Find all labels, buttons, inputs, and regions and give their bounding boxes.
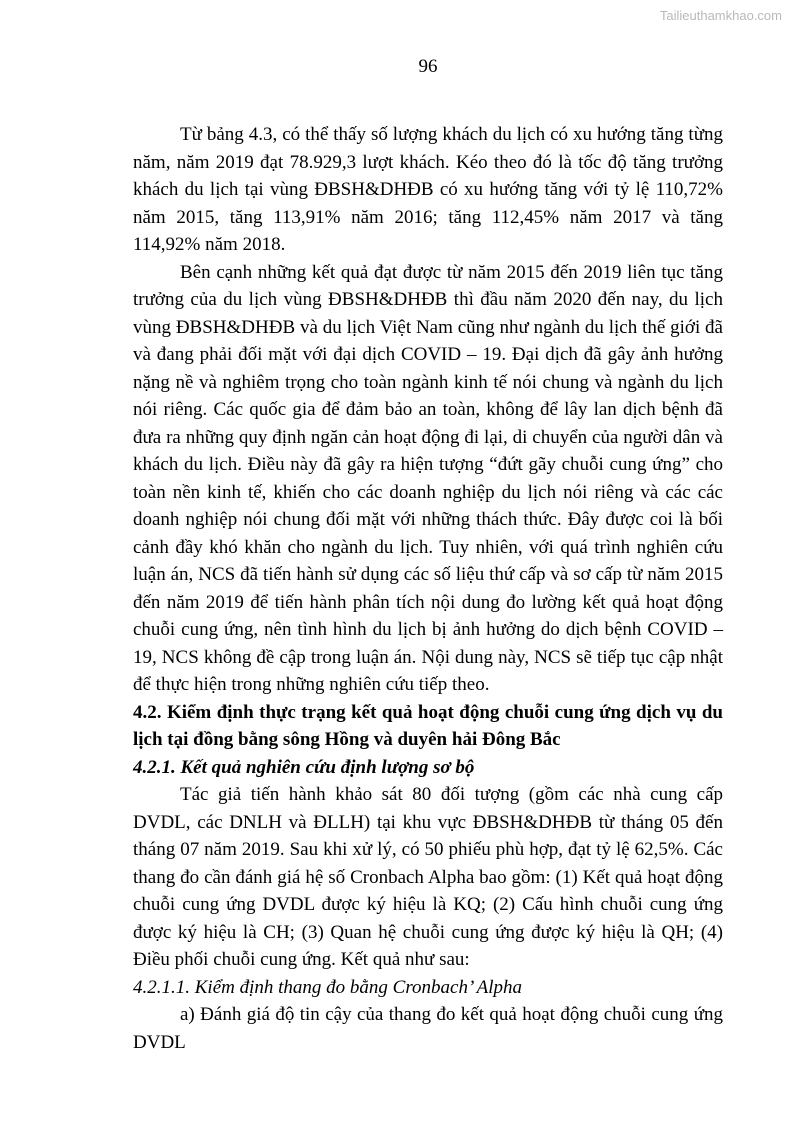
paragraph-survey: Tác giả tiến hành khảo sát 80 đối tượng (gồm các nhà cung cấp DVDL, các DNLH và ĐLLH) tại khu vực ĐBSH&DHĐB từ tháng 05 đến tháng 07 năm 2019. Sau khi xử lý, có 50 phiếu phù hợp, đạt tỷ lệ 62,5%. Các thang đo cần đánh giá hệ số Cronbach Alpha bao gồm: (1) Kết quả hoạt động chuỗi cung ứng DVDL được ký hiệu là KQ; (2) Cấu hình chuỗi cung ứng được ký hiệu là CH; (3) Quan hệ chuỗi cung ứng được ký hiệu là QH; (4) Điều phối chuỗi cung ứng. Kết quả như sau:	[133, 784, 723, 970]
paragraph-covid-context: Bên cạnh những kết quả đạt được từ năm 2015 đến 2019 liên tục tăng trưởng của du lịch vùng ĐBSH&DHĐB thì đầu năm 2020 đến nay, du lịch vùng ĐBSH&DHĐB và du lịch Việt Nam cũng như ngành du lịch thế giới đã và đang phải đối mặt với đại dịch COVID – 19. Đại dịch đã gây ảnh hưởng nặng nề và nghiêm trọng cho toàn ngành kinh tế nói chung và ngành du lịch nói riêng. Các quốc gia để đảm bảo an toàn, không để lây lan dịch bệnh đã đưa ra những quy định ngăn cản hoạt động đi lại, di chuyển của người dân và khách du lịch. Điều này đã gây ra hiện tượng “đứt gãy chuỗi cung ứng” cho toàn nền kinh tế, khiến cho các doanh nghiệp du lịch nói riêng và các các doanh nghiệp nói chung đối mặt với những thách thức. Đây được coi là bối cảnh đầy khó khăn cho ngành du lịch. Tuy nhiên, với quá trình nghiên cứu luận án, NCS đã tiến hành sử dụng các số liệu thứ cấp và sơ cấp từ năm 2015 đến năm 2019 để tiến hành phân tích nội dung đo lường kết quả hoạt động chuỗi cung ứng, nên tình hình du lịch bị ảnh hưởng do dịch bệnh COVID – 19, NCS không đề cập trong luận án. Nội dung này, NCS sẽ tiếp tục cập nhật để thực hiện trong những nghiên cứu tiếp theo.	[133, 261, 723, 695]
document-body	[133, 121, 723, 1056]
paragraph-tourism-growth: Từ bảng 4.3, có thể thấy số lượng khách du lịch có xu hướng tăng từng năm, năm 2019 đạt 78.929,3 lượt khách. Kéo theo đó là tốc độ tăng trưởng khách du lịch tại vùng ĐBSH&DHĐB có xu hướng tăng với tỷ lệ 110,72% năm 2015, tăng 113,91% năm 2016; tăng 112,45% năm 2017 và tăng 114,92% năm 2018.	[133, 124, 723, 255]
watermark-text: Tailieuthamkhao.com	[659, 8, 782, 23]
page-number: 96	[418, 56, 438, 77]
paragraph-reliability: a) Đánh giá độ tin cậy của thang đo kết quả hoạt động chuỗi cung ứng DVDL	[133, 1004, 723, 1053]
heading-section-4-2-1: 4.2.1. Kết quả nghiên cứu định lượng sơ bộ	[133, 756, 475, 778]
heading-section-4-2-1-1: 4.2.1.1. Kiểm định thang đo bằng Cronbach’ Alpha	[133, 976, 522, 998]
heading-section-4-2: 4.2. Kiểm định thực trạng kết quả hoạt động chuỗi cung ứng dịch vụ du lịch tại đồng bằng sông Hồng và duyên hải Đông Bắc	[133, 701, 723, 750]
